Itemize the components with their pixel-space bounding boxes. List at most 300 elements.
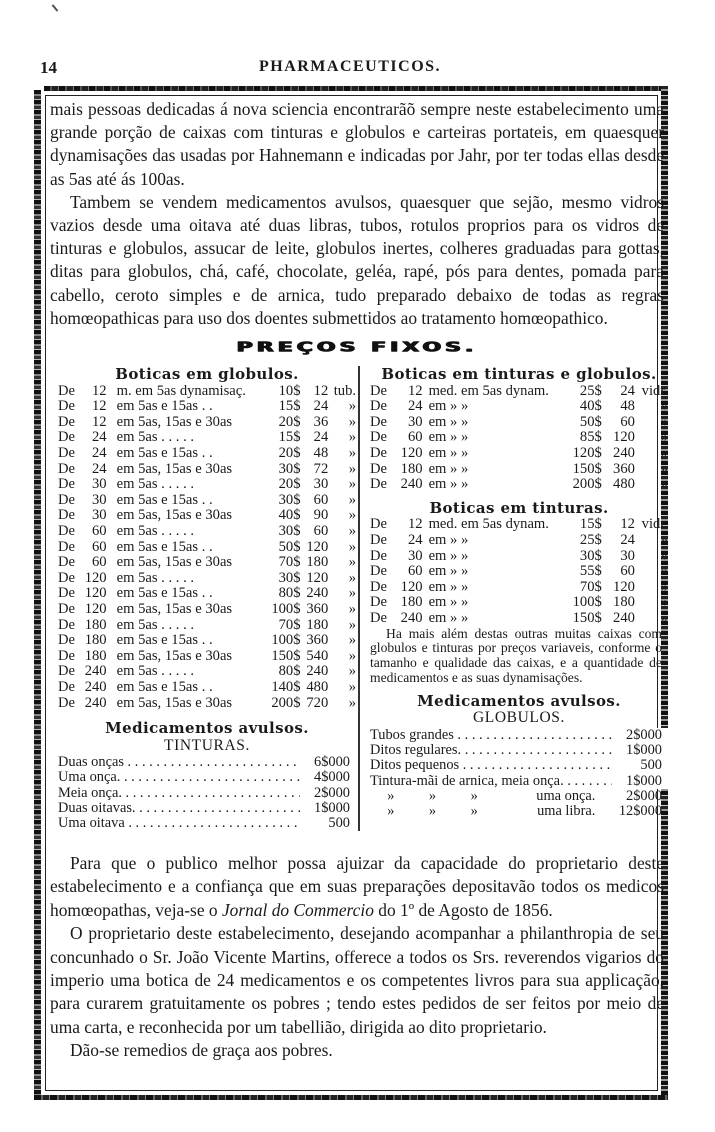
row-description: em 5as . . . . .: [116, 663, 195, 680]
table-row: [370, 415, 668, 431]
table-row: [58, 446, 356, 462]
row-quantity: 120: [84, 569, 107, 586]
row-count: 12: [313, 382, 329, 399]
row-quantity: 24: [407, 531, 423, 548]
row-count: 60: [620, 413, 635, 430]
row-description: em 5as, 15as e 30as: [116, 507, 233, 524]
table-row: [58, 680, 356, 696]
row-count: 24: [620, 382, 635, 399]
row-unit: »: [348, 694, 357, 711]
row-description: em » »: [428, 398, 469, 415]
row-count: 24: [313, 429, 329, 446]
row-unit: »: [348, 554, 357, 571]
table-row: [58, 664, 356, 680]
item-label: Tubos grandes . . .: [370, 728, 612, 743]
row-de: De: [370, 609, 388, 626]
table-row: [58, 633, 356, 649]
avulsos-globulos-list: [370, 728, 668, 789]
row-count: 540: [306, 647, 329, 664]
row-description: em » »: [428, 578, 469, 595]
row-unit: »: [660, 594, 668, 611]
row-price: 20$: [278, 476, 301, 493]
row-quantity: 12: [92, 382, 107, 399]
row-unit: »: [348, 522, 357, 539]
row-description: em 5as, 15as e 30as: [116, 647, 233, 664]
item-label: Uma onça. . . .: [58, 770, 300, 785]
row-quantity: 24: [92, 445, 107, 461]
row-unit: »: [348, 491, 357, 508]
boticas-note: Ha mais além destas outras muitas caixas com globulos e tinturas por preços variaveis, conforme o tamanho e qualidade das caixas, e a quantidade de medicamentos e as suas dynamisações.: [370, 625, 662, 685]
table-row: [370, 611, 668, 627]
table-row: [370, 430, 668, 446]
row-description: em 5as, 15as e 30as: [116, 554, 233, 571]
row-count: 360: [306, 600, 329, 617]
row-count: 360: [613, 460, 635, 477]
stray-ink-mark: [52, 4, 59, 11]
row-description: em 5as e 15as . .: [116, 632, 213, 649]
row-description: em 5as e 15as . .: [116, 585, 213, 602]
row-count: 60: [620, 563, 635, 580]
row-quantity: 180: [400, 594, 423, 611]
row-description: em 5as, 15as e 30as: [116, 413, 233, 430]
row-de: De: [58, 445, 76, 461]
row-price: 80$: [278, 585, 301, 602]
avulsos-tinturas-list: [58, 755, 356, 831]
table-row: [370, 399, 668, 415]
border-top: [44, 86, 668, 91]
row-price: 85$: [579, 429, 602, 446]
row-de: De: [58, 554, 76, 571]
row-quantity: 120: [400, 445, 423, 461]
row-price: 10$: [278, 382, 301, 399]
border-left: [34, 90, 41, 1100]
row-de: De: [58, 429, 76, 446]
row-unit: »: [348, 678, 357, 695]
row-price: 100$: [271, 600, 301, 617]
item-label: Meia onça. . . .: [58, 786, 300, 801]
row-quantity: 24: [407, 398, 423, 415]
row-price: 25$: [579, 531, 602, 548]
table-row: [58, 493, 356, 509]
item-label: Duas onças . . .: [58, 755, 300, 770]
row-count: 24: [313, 398, 329, 415]
table-row: [58, 462, 356, 478]
row-de: De: [370, 516, 388, 533]
row-unit: »: [348, 445, 357, 461]
left-column: [50, 366, 356, 831]
row-description: em » »: [428, 531, 469, 548]
table-row: [58, 399, 356, 415]
row-price: 50$: [278, 538, 301, 555]
item-price: 6$000: [300, 755, 356, 770]
item-price: 500: [300, 816, 356, 831]
row-price: 200$: [271, 694, 301, 711]
intro-paragraph-1: mais pessoas dedicadas á nova sciencia encontrarãõ sempre neste estabelecimento uma grande porção de caixas com tinturas e globulos e carteiras portateis, em quaesquer dynamisações das usadas por Hahnemann e indicadas por Jahr, por ter todas ellas desde as 5as até ás 100as.: [50, 99, 664, 189]
table-row: [58, 696, 356, 712]
ditto-mark: »: [387, 802, 395, 819]
row-unit: »: [348, 476, 357, 493]
table-row: [58, 555, 356, 571]
row-description: em 5as e 15as . .: [116, 678, 213, 695]
item-label: Tintura-mãi de arnica, meia onça. . . .: [370, 774, 612, 789]
row-quantity: 30: [407, 413, 423, 430]
row-description: em 5as, 15as e 30as: [116, 600, 233, 617]
row-price: 20$: [278, 445, 301, 461]
row-count: 240: [306, 585, 329, 602]
table-row: [58, 602, 356, 618]
row-unit: »: [660, 398, 668, 415]
row-count: 240: [613, 609, 635, 626]
table-row: [370, 595, 668, 611]
section-title-globulos: Boticas em globulos.: [115, 365, 299, 384]
row-quantity: 120: [84, 585, 107, 602]
row-price: 40$: [579, 398, 602, 415]
row-price: 55$: [579, 563, 602, 580]
row-de: De: [370, 460, 388, 477]
table-row: [58, 430, 356, 446]
row-price: 20$: [278, 413, 301, 430]
table-row: [58, 384, 356, 400]
closing-paragraph-2: O proprietario deste estabelecimento, desejando acompanhar a philanthropia de seu concunhado o Sr. João Vicente Martins, offerece a todos os Srs. reverendos vigarios do imperio uma botica de 24 medicamentos e os competentes livros para sua applicação, para curarem gratuitamente os pobres ; tendo estes pedidos de ser feitos por meio de uma carta, e reconhecida por um tabellião, dirigida ao dito proprietario.: [50, 923, 664, 1037]
row-de: De: [58, 538, 76, 555]
row-count: 480: [306, 678, 329, 695]
row-de: De: [370, 398, 388, 415]
table-row: [58, 508, 356, 524]
tinturas-globulos-table: [370, 384, 668, 493]
row-quantity: 24: [92, 460, 107, 477]
column-divider: [358, 366, 360, 831]
row-description: med. em 5as dynam.: [428, 382, 549, 399]
row-description: em 5as . . . . .: [116, 476, 195, 493]
row-price: 15$: [579, 516, 602, 533]
row-price: 150$: [271, 647, 301, 664]
row-quantity: 60: [407, 429, 423, 446]
list-item: [370, 774, 668, 789]
row-de: De: [370, 547, 388, 564]
item-price: 2$000: [626, 787, 663, 804]
ditto-mark: »: [387, 787, 395, 804]
price-heading: PREÇOS FIXOS.: [236, 339, 478, 356]
row-count: 180: [306, 616, 329, 633]
section-title-tinturas-globulos: Boticas em tinturas e globulos.: [381, 365, 657, 384]
row-quantity: 240: [84, 663, 107, 680]
list-item: [370, 728, 668, 743]
item-price: 500: [612, 758, 668, 773]
row-quantity: 180: [400, 460, 423, 477]
row-quantity: 240: [84, 694, 107, 711]
row-de: De: [58, 382, 76, 399]
row-price: 15$: [278, 398, 301, 415]
row-count: 90: [313, 507, 329, 524]
table-row: [58, 540, 356, 556]
row-price: 150$: [572, 460, 602, 477]
row-unit: »: [348, 413, 357, 430]
row-count: 12: [620, 516, 635, 533]
item-label: Ditos pequenos . . .: [370, 758, 612, 773]
row-de: De: [370, 594, 388, 611]
row-quantity: 120: [400, 578, 423, 595]
table-row: [58, 586, 356, 602]
page-number: 14: [40, 58, 57, 77]
row-description: em » »: [428, 429, 469, 446]
list-item: [58, 816, 356, 831]
row-price: 100$: [271, 632, 301, 649]
row-count: 360: [306, 632, 329, 649]
row-description: em » »: [428, 547, 469, 564]
row-price: 150$: [572, 609, 602, 626]
table-row: [58, 618, 356, 634]
section-title-avulsos-globulos: Medicamentos avulsos.: [417, 691, 621, 710]
row-quantity: 12: [92, 398, 107, 415]
table-row: [370, 533, 668, 549]
row-unit: »: [348, 507, 357, 524]
row-description: em » »: [428, 563, 469, 580]
table-row: [370, 462, 668, 478]
item-label: Ditos regulares. . . .: [370, 743, 612, 758]
row-description: em 5as . . . . .: [116, 616, 195, 633]
tinturas-table: [370, 517, 668, 626]
row-description: em 5as e 15as . .: [116, 398, 213, 415]
row-unit: »: [348, 663, 357, 680]
row-de: De: [58, 398, 76, 415]
row-count: 480: [613, 476, 635, 493]
row-description: em 5as, 15as e 30as: [116, 460, 233, 477]
section-title-tinturas: Boticas em tinturas.: [429, 498, 609, 517]
list-item: [370, 743, 668, 758]
row-description: em » »: [428, 460, 469, 477]
row-price: 70$: [579, 578, 602, 595]
border-bottom: [34, 1095, 668, 1100]
row-unit: »: [660, 609, 668, 626]
table-row: [370, 580, 668, 596]
globulos-table: [58, 384, 356, 711]
item-label: Duas oitavas. . . .: [58, 801, 300, 816]
list-item: [370, 804, 668, 819]
row-description: med. em 5as dynam.: [428, 516, 549, 533]
row-unit: »: [660, 547, 668, 564]
row-de: De: [58, 694, 76, 711]
row-unit: »: [348, 538, 357, 555]
list-item: [58, 755, 356, 770]
row-description: em » »: [428, 445, 469, 461]
page-body: [50, 98, 668, 832]
row-description: em » »: [428, 609, 469, 626]
item-price: 2$000: [300, 786, 356, 801]
row-de: De: [370, 429, 388, 446]
row-unit: »: [660, 531, 668, 548]
row-price: 200$: [572, 476, 602, 493]
row-price: 120$: [572, 445, 602, 461]
row-price: 40$: [278, 507, 301, 524]
row-price: 25$: [579, 382, 602, 399]
row-count: 30: [620, 547, 635, 564]
row-price: 140$: [271, 678, 301, 695]
row-count: 180: [306, 554, 329, 571]
row-de: De: [58, 663, 76, 680]
table-row: [370, 446, 668, 462]
row-quantity: 180: [84, 647, 107, 664]
row-quantity: 60: [92, 538, 107, 555]
row-price: 30$: [278, 522, 301, 539]
item-price: 4$000: [300, 770, 356, 785]
ditto-mark: »: [470, 787, 478, 804]
row-unit: »: [660, 429, 668, 446]
row-price: 80$: [278, 663, 301, 680]
section-subtitle-globulos: GLOBULOS.: [473, 709, 565, 727]
list-item: [58, 770, 356, 785]
row-description: em » »: [428, 594, 469, 611]
list-item: [58, 801, 356, 816]
row-unit: »: [348, 616, 357, 633]
closing-p1-text: Para que o publico melhor possa ajuizar da capacidade do proprietario deste estabelecimento e a confiança que em suas preparações depositavão todos os medicos homœopathas, veja-se o: [50, 853, 664, 920]
row-price: 30$: [278, 460, 301, 477]
closing-paragraph-1: [50, 852, 664, 922]
row-de: De: [58, 632, 76, 649]
row-price: 15$: [278, 429, 301, 446]
item-price: 2$000: [612, 728, 668, 743]
newspaper-title: Jornal do Commercio: [221, 899, 374, 920]
row-description: em 5as e 15as . .: [116, 491, 213, 508]
row-count: 240: [306, 663, 329, 680]
row-count: 30: [313, 476, 329, 493]
intro-paragraph-2: Tambem se vendem medicamentos avulsos, quaesquer que sejão, mesmo vidros vazios desde uma oitava até duas libras, tubos, rotulos proprios para os vidros de tinturas e globulos, assucar de leite, globulos inertes, colheres graduadas para gottas, ditas para globulos, chá, café, chocolate, geléa, rapé, pós para dentes, pomada para cabello, ceroto simples e de arnica, tudo preparado debaixo de todas as regras homœopathicas para uso dos doentes submettidos ao tratamento homœopathico.: [50, 191, 664, 328]
row-unit: tub.: [333, 382, 357, 399]
price-columns: [50, 365, 668, 832]
row-de: De: [58, 585, 76, 602]
row-de: De: [58, 647, 76, 664]
row-de: De: [58, 522, 76, 539]
row-description: em 5as, 15as e 30as: [116, 694, 233, 711]
row-de: De: [58, 569, 76, 586]
row-unit: »: [348, 585, 357, 602]
right-column: [362, 366, 668, 831]
table-row: [58, 415, 356, 431]
row-de: De: [58, 600, 76, 617]
table-row: [58, 571, 356, 587]
ditto-mark: »: [470, 802, 478, 819]
row-unit: »: [660, 563, 668, 580]
closing-text: [50, 852, 664, 1063]
table-row: [58, 524, 356, 540]
row-price: 50$: [579, 413, 602, 430]
row-de: De: [370, 445, 388, 461]
row-unit: »: [660, 476, 668, 493]
table-row: [58, 477, 356, 493]
row-de: De: [370, 578, 388, 595]
row-count: 120: [306, 569, 329, 586]
row-unit: »: [348, 569, 357, 586]
row-quantity: 24: [92, 429, 107, 446]
row-quantity: 60: [92, 522, 107, 539]
list-item: [58, 786, 356, 801]
section-title-avulsos-tinturas: Medicamentos avulsos.: [105, 719, 309, 738]
item-price: 1$000: [612, 743, 668, 758]
item-price: 1$000: [300, 801, 356, 816]
table-row: [370, 477, 668, 493]
row-price: 30$: [278, 569, 301, 586]
row-unit: »: [348, 429, 357, 446]
row-de: De: [370, 413, 388, 430]
row-unit: »: [660, 578, 668, 595]
row-count: 48: [620, 398, 635, 415]
row-quantity: 120: [84, 600, 107, 617]
row-count: 180: [613, 594, 635, 611]
row-description: em 5as . . . . .: [116, 429, 195, 446]
row-quantity: 240: [84, 678, 107, 695]
row-count: 120: [613, 578, 635, 595]
item-price: 12$000: [618, 802, 663, 819]
row-quantity: 30: [407, 547, 423, 564]
row-quantity: 30: [92, 507, 107, 524]
row-quantity: 30: [92, 491, 107, 508]
item-price: 1$000: [612, 774, 668, 789]
row-quantity: 12: [407, 382, 423, 399]
row-unit: »: [348, 632, 357, 649]
item-label: uma onça.: [536, 787, 596, 804]
ditto-mark: »: [428, 787, 437, 804]
row-de: De: [370, 476, 388, 493]
list-item: [370, 789, 668, 804]
row-count: 240: [613, 445, 635, 461]
table-row: [370, 517, 668, 533]
row-description: m. em 5as dynamisaç.: [116, 382, 246, 399]
row-description: em 5as e 15as . .: [116, 445, 213, 461]
item-label: uma libra.: [537, 802, 596, 819]
row-de: De: [58, 413, 76, 430]
row-quantity: 30: [92, 476, 107, 493]
closing-paragraph-3: Dão-se remedios de graça aos pobres.: [70, 1040, 333, 1061]
row-unit: »: [660, 413, 668, 430]
row-de: De: [58, 507, 76, 524]
row-de: De: [58, 491, 76, 508]
row-quantity: 240: [400, 476, 423, 493]
row-count: 36: [313, 413, 329, 430]
row-de: De: [58, 678, 76, 695]
row-quantity: 180: [84, 632, 107, 649]
row-price: 70$: [278, 554, 301, 571]
row-de: De: [58, 616, 76, 633]
row-description: em » »: [428, 476, 469, 493]
row-unit: »: [348, 600, 357, 617]
row-count: 60: [313, 522, 329, 539]
table-row: [370, 384, 668, 400]
item-label: Uma oitava . . .: [58, 816, 300, 831]
row-price: 70$: [278, 616, 301, 633]
table-row: [58, 649, 356, 665]
row-price: 30$: [278, 491, 301, 508]
row-count: 72: [313, 460, 329, 477]
table-row: [370, 564, 668, 580]
row-description: em 5as . . . . .: [116, 569, 195, 586]
row-description: em 5as e 15as . .: [116, 538, 213, 555]
ditto-mark: »: [428, 802, 437, 819]
row-unit: vidr.: [641, 516, 668, 533]
price-heading-block: [50, 336, 664, 364]
row-de: De: [370, 382, 388, 399]
page-header: [40, 58, 660, 80]
closing-p1-date: do 1º de Agosto de 1856.: [373, 899, 553, 920]
row-unit: »: [348, 460, 357, 477]
row-description: em 5as . . . . .: [116, 522, 195, 539]
row-quantity: 240: [400, 609, 423, 626]
row-quantity: 12: [407, 516, 423, 533]
row-de: De: [58, 476, 76, 493]
row-quantity: 180: [84, 616, 107, 633]
row-description: em » »: [428, 413, 469, 430]
row-count: 720: [306, 694, 329, 711]
row-de: De: [370, 563, 388, 580]
row-unit: »: [660, 460, 668, 477]
